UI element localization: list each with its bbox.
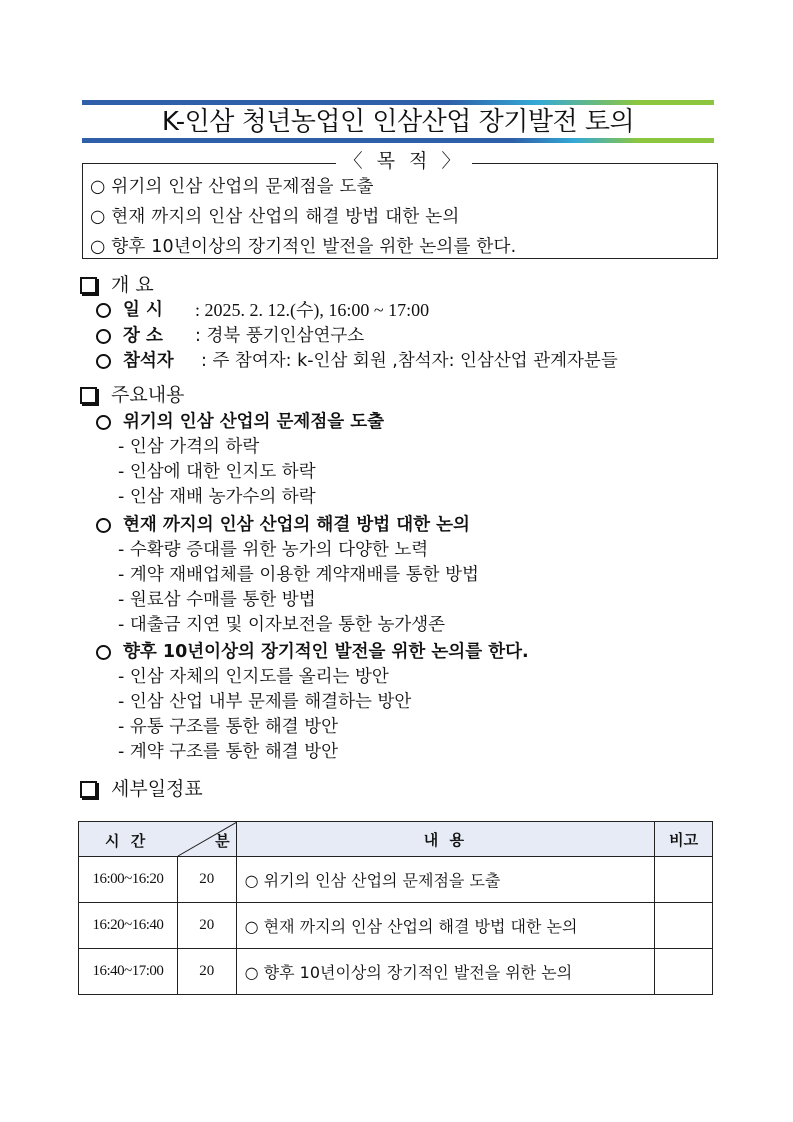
circle-bullet-icon bbox=[96, 329, 111, 344]
checkbox-square-icon bbox=[80, 387, 97, 404]
overview-label: 참석자 bbox=[123, 351, 174, 371]
group-title-text: 현재 까지의 인삼 산업의 해결 방법 대한 논의 bbox=[123, 515, 470, 535]
main-group-title bbox=[96, 409, 384, 435]
list-item: - 원료삼 수매를 통한 방법 bbox=[118, 590, 316, 610]
table-row bbox=[79, 903, 713, 949]
diagonal-line bbox=[79, 822, 237, 856]
cell-note bbox=[655, 903, 713, 949]
list-item: - 인삼 재배 농가수의 하락 bbox=[118, 487, 316, 507]
cell-note bbox=[655, 949, 713, 995]
cell-time: 16:00~16:20 bbox=[79, 857, 178, 903]
circle-bullet-icon bbox=[96, 303, 111, 318]
group-title-text: 향후 10년이상의 장기적인 발전을 위한 논의를 한다. bbox=[123, 642, 529, 662]
section-heading: 주요내용 bbox=[111, 384, 185, 406]
overview-row-attendees bbox=[96, 348, 618, 374]
header-time-min bbox=[79, 822, 237, 857]
cell-note bbox=[655, 857, 713, 903]
checkbox-square-icon bbox=[80, 277, 97, 294]
list-item: - 대출금 지연 및 이자보전을 통한 농가생존 bbox=[118, 615, 446, 635]
purpose-item: ○ 위기의 인삼 산업의 문제점을 도출 bbox=[90, 177, 374, 197]
purpose-item: ○ 향후 10년이상의 장기적인 발전을 위한 논의를 한다. bbox=[90, 237, 517, 257]
circle-bullet-icon bbox=[96, 415, 111, 430]
section-overview bbox=[78, 272, 154, 298]
section-schedule bbox=[78, 776, 203, 802]
main-group-title bbox=[96, 512, 470, 538]
checkbox-square-icon bbox=[80, 781, 97, 798]
header-note: 비고 bbox=[655, 822, 713, 857]
header-time: 시 간 bbox=[105, 832, 149, 850]
header-content: 내 용 bbox=[236, 822, 655, 857]
group-title-text: 위기의 인삼 산업의 문제점을 도출 bbox=[123, 412, 385, 432]
circle-bullet-icon bbox=[96, 645, 111, 660]
cell-min: 20 bbox=[177, 903, 236, 949]
overview-label: 장 소 bbox=[123, 326, 163, 346]
list-item: - 유통 구조를 통한 해결 방안 bbox=[118, 717, 339, 737]
document-title: K-인삼 청년농업인 인삼산업 장기발전 토의 bbox=[161, 107, 635, 137]
main-group-title bbox=[96, 639, 529, 665]
list-item: - 인삼 가격의 하락 bbox=[118, 437, 260, 457]
overview-row-date bbox=[96, 297, 429, 323]
overview-value: : 주 참여자: k-인삼 회원 ,참석자: 인삼산업 관계자분들 bbox=[201, 351, 618, 371]
title-bottom-bar bbox=[82, 138, 714, 143]
circle-bullet-icon bbox=[96, 354, 111, 369]
table-row bbox=[79, 857, 713, 903]
overview-row-place bbox=[96, 323, 364, 349]
overview-value: : 2025. 2. 12.(수), 16:00 ~ 17:00 bbox=[195, 300, 430, 320]
title-top-bar bbox=[82, 100, 714, 105]
cell-time: 16:40~17:00 bbox=[79, 949, 178, 995]
list-item: - 인삼에 대한 인지도 하락 bbox=[118, 462, 316, 482]
list-item: - 인삼 산업 내부 문제를 해결하는 방안 bbox=[118, 692, 412, 712]
list-item: - 계약 구조를 통한 해결 방안 bbox=[118, 742, 339, 762]
schedule-table bbox=[78, 821, 713, 995]
overview-label: 일 시 bbox=[123, 300, 163, 320]
list-item: - 수확량 증대를 위한 농가의 다양한 노력 bbox=[118, 540, 429, 560]
cell-time: 16:20~16:40 bbox=[79, 903, 178, 949]
cell-min: 20 bbox=[177, 857, 236, 903]
section-main bbox=[78, 382, 184, 408]
section-heading: 개 요 bbox=[111, 274, 154, 296]
cell-min: 20 bbox=[177, 949, 236, 995]
overview-value: : 경북 풍기인삼연구소 bbox=[195, 326, 365, 346]
table-header-row bbox=[79, 822, 713, 857]
list-item: - 계약 재배업체를 이용한 계약재배를 통한 방법 bbox=[118, 565, 479, 585]
section-heading: 세부일정표 bbox=[111, 778, 203, 800]
header-min: 분 bbox=[215, 832, 230, 850]
cell-content: ○ 현재 까지의 인삼 산업의 해결 방법 대한 논의 bbox=[236, 903, 655, 949]
cell-content: ○ 향후 10년이상의 장기적인 발전을 위한 논의 bbox=[236, 949, 655, 995]
table-row bbox=[79, 949, 713, 995]
list-item: - 인삼 자체의 인지도를 올리는 방안 bbox=[118, 667, 389, 687]
cell-content: ○ 위기의 인삼 산업의 문제점을 도출 bbox=[236, 857, 655, 903]
purpose-label: 〈 목 적 〉 bbox=[336, 148, 472, 174]
circle-bullet-icon bbox=[96, 518, 111, 533]
purpose-item: ○ 현재 까지의 인삼 산업의 해결 방법 대한 논의 bbox=[90, 207, 460, 227]
